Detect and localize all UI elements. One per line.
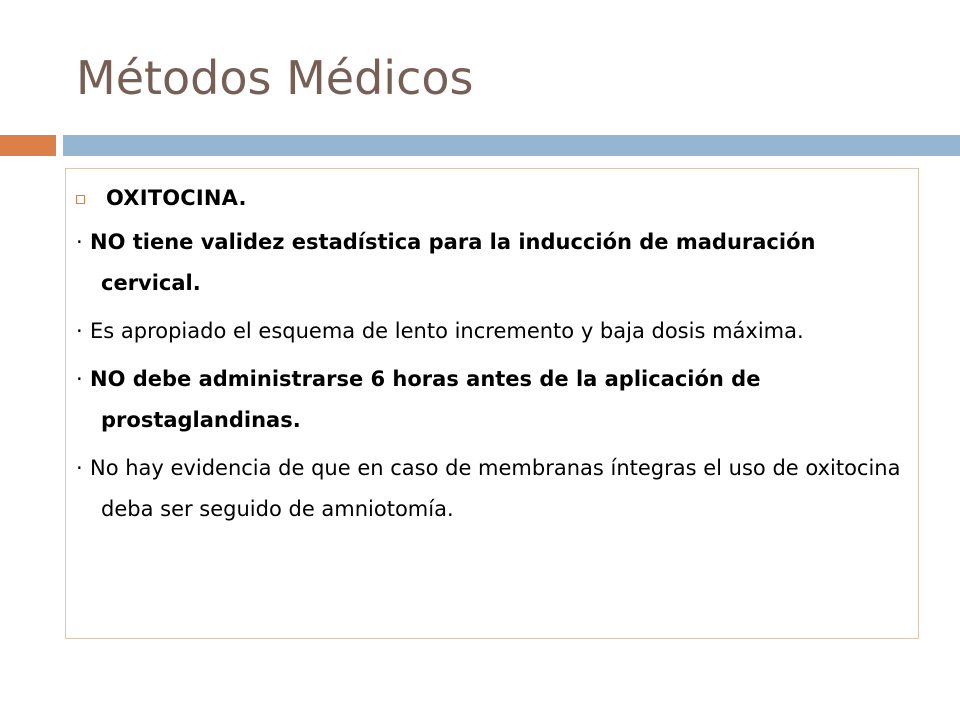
- list-item-text: Es apropiado el esquema de lento incremento y baja dosis máxima.: [90, 319, 804, 343]
- list-item-text: NO debe administrarse 6 horas antes de la aplicación de prostaglandinas.: [90, 367, 761, 432]
- accent-bar-orange: [0, 135, 56, 156]
- bullet-marker: ·: [76, 367, 83, 391]
- bullet-marker: ·: [76, 456, 83, 480]
- list-item: [76, 448, 912, 530]
- section-heading: [76, 178, 247, 218]
- slide-title: Métodos Médicos: [76, 51, 474, 105]
- square-bullet-icon: [76, 195, 85, 204]
- section-heading-text: OXITOCINA.: [106, 186, 247, 210]
- list-item: [76, 311, 912, 352]
- list-item-text: No hay evidencia de que en caso de membranas íntegras el uso de oxitocina deba ser seguido de amniotomía.: [90, 456, 901, 521]
- accent-bar-blue: [63, 135, 960, 156]
- bullet-marker: ·: [76, 230, 83, 254]
- list-item: [76, 222, 912, 304]
- list-item: [76, 359, 912, 441]
- bullet-marker: ·: [76, 319, 83, 343]
- list-item-text: NO tiene validez estadística para la inducción de maduración cervical.: [90, 230, 816, 295]
- bullet-list: [76, 222, 912, 537]
